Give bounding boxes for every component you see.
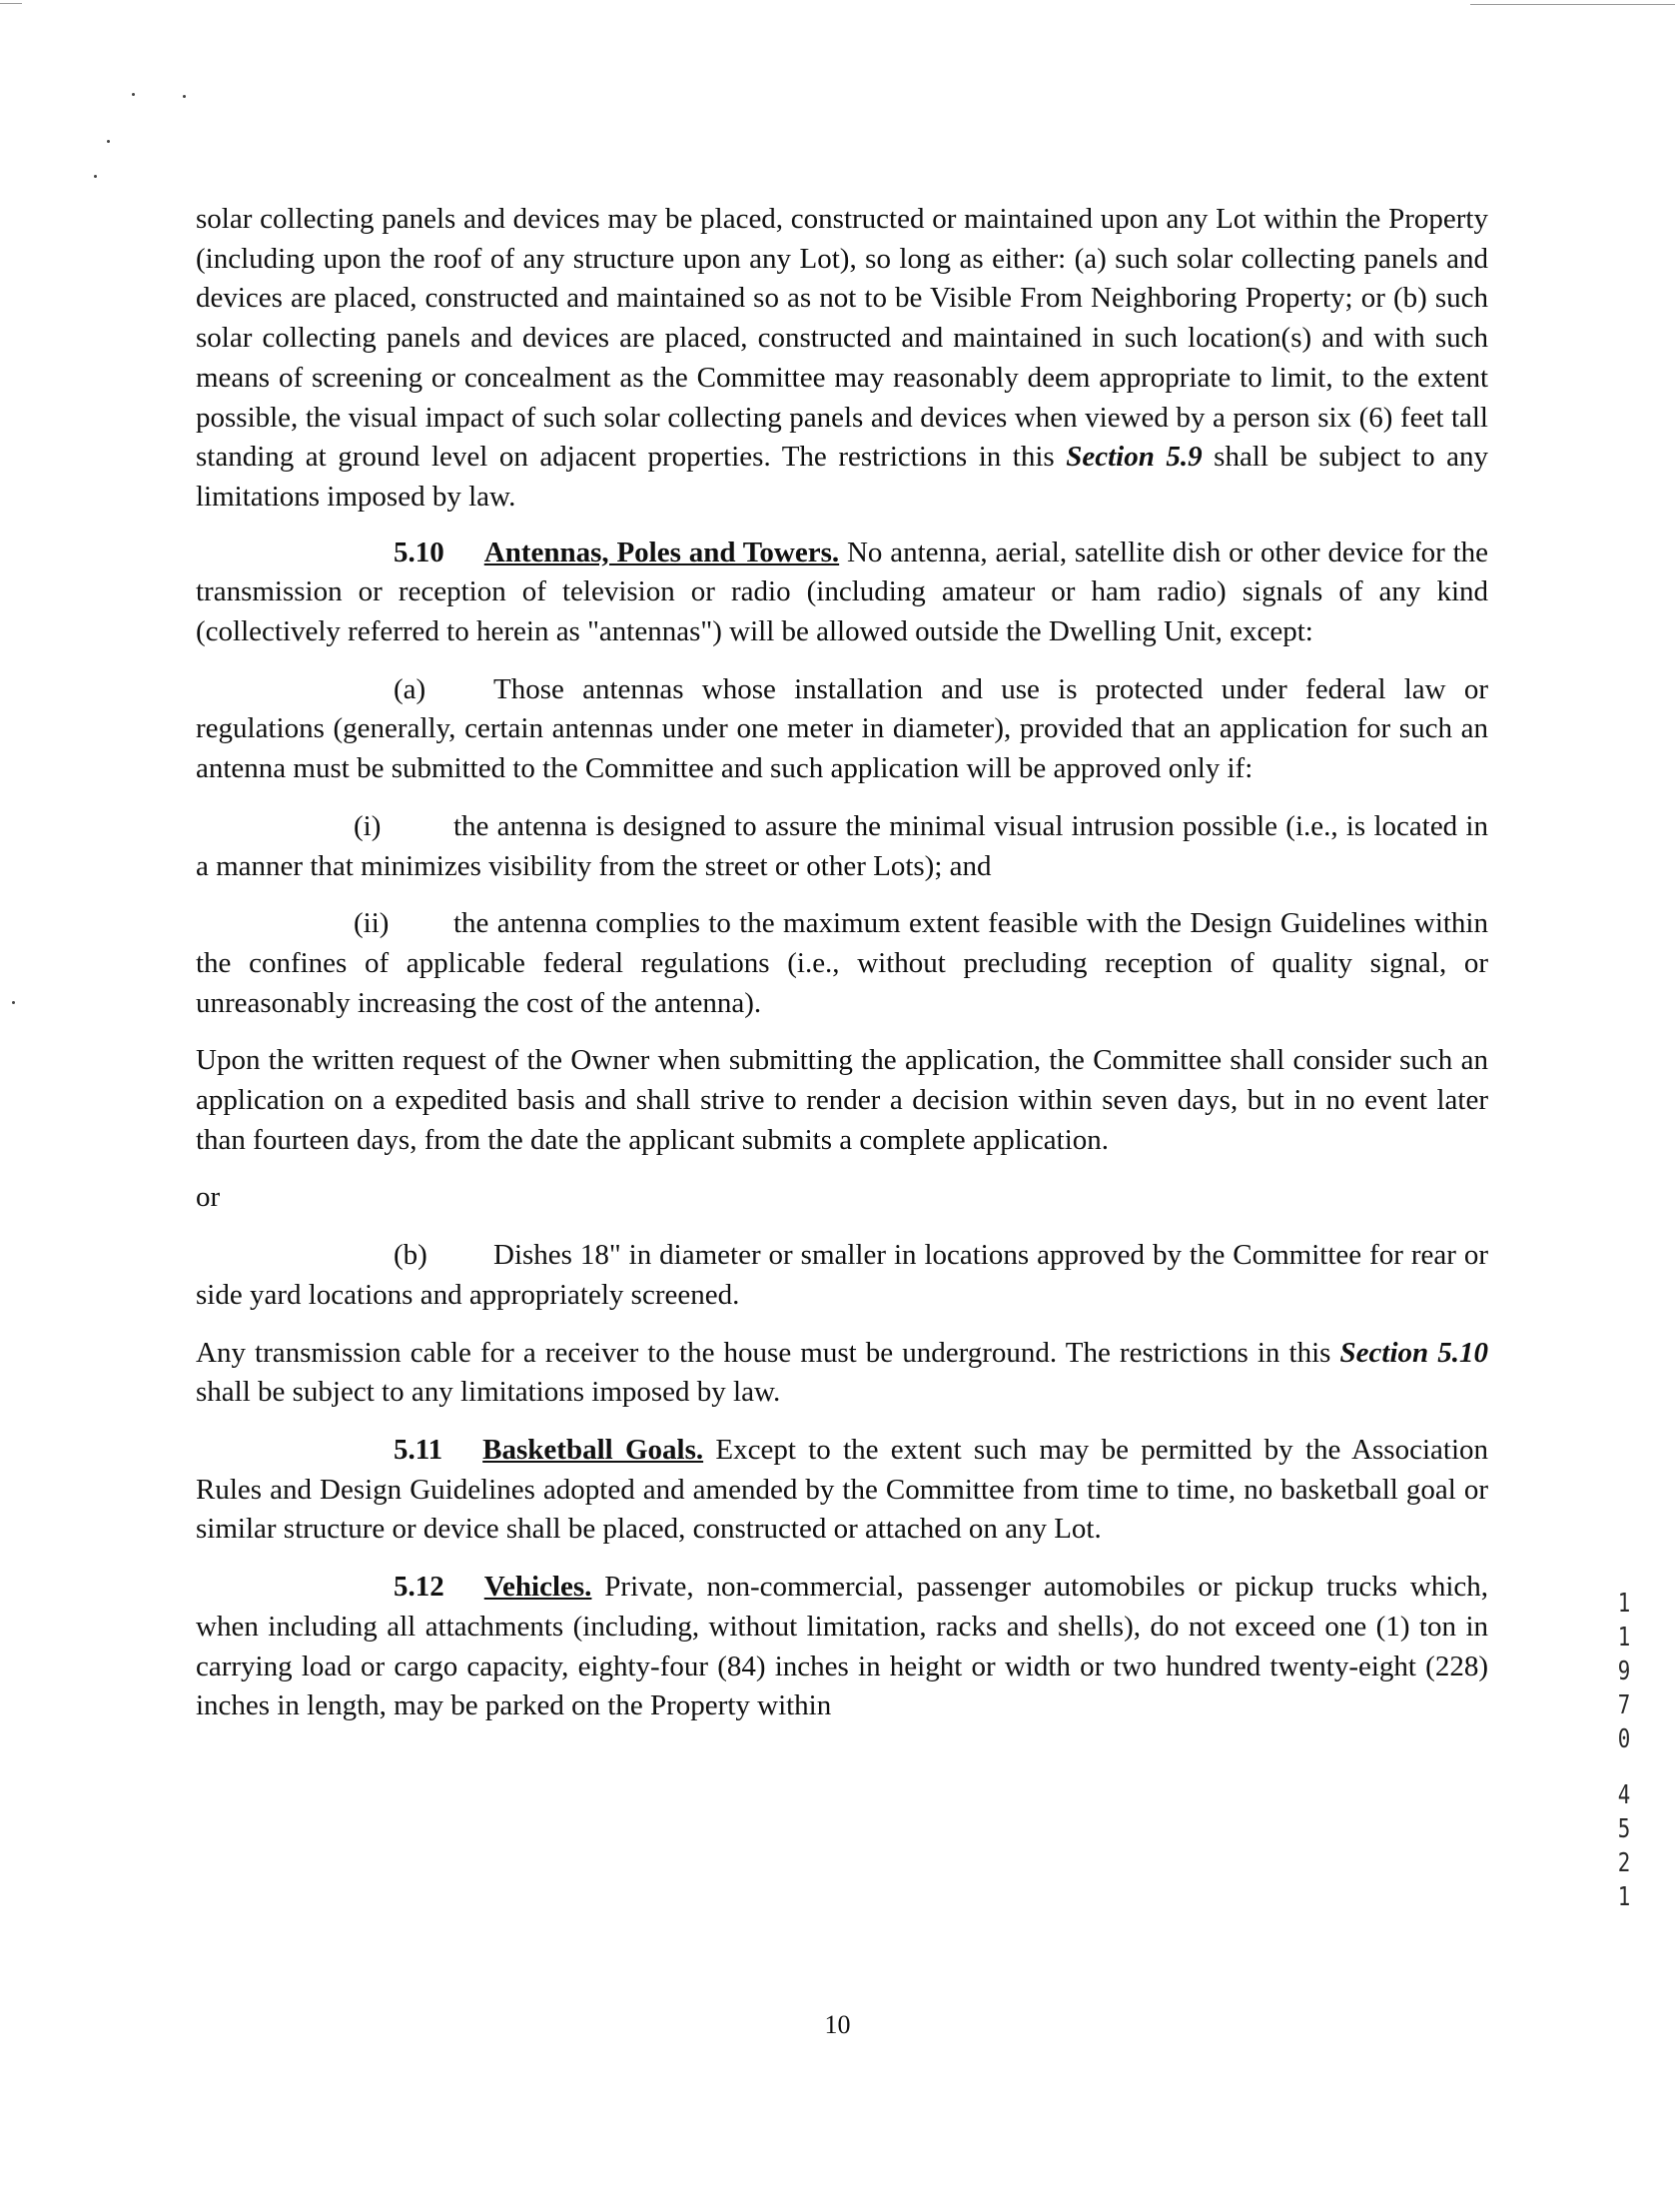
section-reference: Section 5.10 xyxy=(1339,1336,1489,1369)
section-title: Vehicles. xyxy=(483,1571,592,1604)
clause-label: (a) xyxy=(394,672,426,705)
paragraph-upon-request: Upon the written request of the Owner when submitting the application, the Committee shall consider such an application on a expedited basis and shall strive to render a decision within seven days, but in no event later than fourteen days, from the date the applicant submits a complete application. xyxy=(196,1044,1488,1156)
page-number: 10 xyxy=(824,2010,851,2039)
recording-number-stamp: 1 1 9 7 0 4 5 2 1 xyxy=(1617,1589,1631,1912)
scan-speck xyxy=(12,1001,15,1004)
section-number: 5.12 xyxy=(394,1571,444,1604)
clause-a: (a) Those antennas whose installation and use is protected under federal law or regulations (generally, certain antennas under one meter in diameter), provided that an application for such an antenna must be submitted to the Committee and such application will be approved only if: xyxy=(196,670,1488,789)
section-reference: Section 5.9 xyxy=(1066,441,1203,474)
scan-speck xyxy=(94,175,97,178)
scan-speck xyxy=(107,140,110,143)
section-title: Basketball Goals. xyxy=(482,1433,704,1466)
clause-label: (i) xyxy=(354,809,382,842)
clause-i: (i) the antenna is designed to assure the minimal visual intrusion possible (i.e., is located in a manner that minimizes visibility from the street or other Lots); and xyxy=(196,807,1488,886)
section-title: Antennas, Poles and Towers. xyxy=(483,536,840,568)
scan-artifact-line xyxy=(0,3,22,4)
clause-ii: (ii) the antenna complies to the maximum extent feasible with the Design Guidelines within the confines of applicable federal regulations (i.e., without precluding reception of quality signal, or unreasonably increasing the cost of the antenna). xyxy=(196,904,1488,1023)
section-5-12: 5.12 Vehicles. Private, non-commercial, passenger automobiles or pickup trucks which, when including all attachments (including, without limitation, racks and shells), do not exceed one (1) ton in carrying load or cargo capacity, eighty-four (84) inches in height or width or two hundred twenty-eight (228) inches in length, may be parked on the Property within xyxy=(196,1571,1488,1722)
scan-artifact-line xyxy=(1470,4,1675,5)
clause-b: (b) Dishes 18" in diameter or smaller in locations approved by the Committee for rear or side yard locations and appropriately screened. xyxy=(196,1236,1488,1315)
document-body xyxy=(196,200,1488,1726)
section-number: 5.11 xyxy=(394,1433,443,1466)
scan-speck xyxy=(132,93,135,96)
scan-speck xyxy=(183,95,186,98)
paragraph-solar-panels: solar collecting panels and devices may be placed, constructed or maintained upon any Lot within the Property (including upon the roof of any structure upon any Lot), so long as either: (a) such solar collecting panels and devices are placed, constructed and maintained so as not to be Visible From Neighboring Property; or (b) such solar collecting panels and devices are placed, constructed and maintained in such location(s) and with such means of screening or concealment as the Committee may reasonably deem appropriate to limit, to the extent possible, the visual impact of such solar collecting panels and devices when viewed by a person six (6) feet tall standing at ground level on adjacent properties. The restrictions in this Section 5.9 shall be subject to any limitations imposed by law. xyxy=(196,203,1489,513)
clause-label: (b) xyxy=(394,1239,427,1272)
section-5-11: 5.11 Basketball Goals. Except to the extent such may be permitted by the Association Rules and Design Guidelines adopted and amended by the Committee from time to time, no basketball goal or similar structure or device shall be placed, constructed or attached on any Lot. xyxy=(196,1433,1489,1546)
paragraph-or: or xyxy=(196,1181,221,1214)
section-5-10: 5.10 Antennas, Poles and Towers. No antenna, aerial, satellite dish or other device for the transmission or reception of television or radio (including amateur or ham radio) signals of any kind (collectively referred to herein as "antennas") will be allowed outside the Dwelling Unit, except: xyxy=(196,536,1488,648)
section-number: 5.10 xyxy=(394,536,444,568)
paragraph-transmission-cable: Any transmission cable for a receiver to the house must be underground. The restrictions in this Section 5.10 shall be subject to any limitations imposed by law. xyxy=(196,1336,1489,1409)
clause-label: (ii) xyxy=(354,907,390,940)
